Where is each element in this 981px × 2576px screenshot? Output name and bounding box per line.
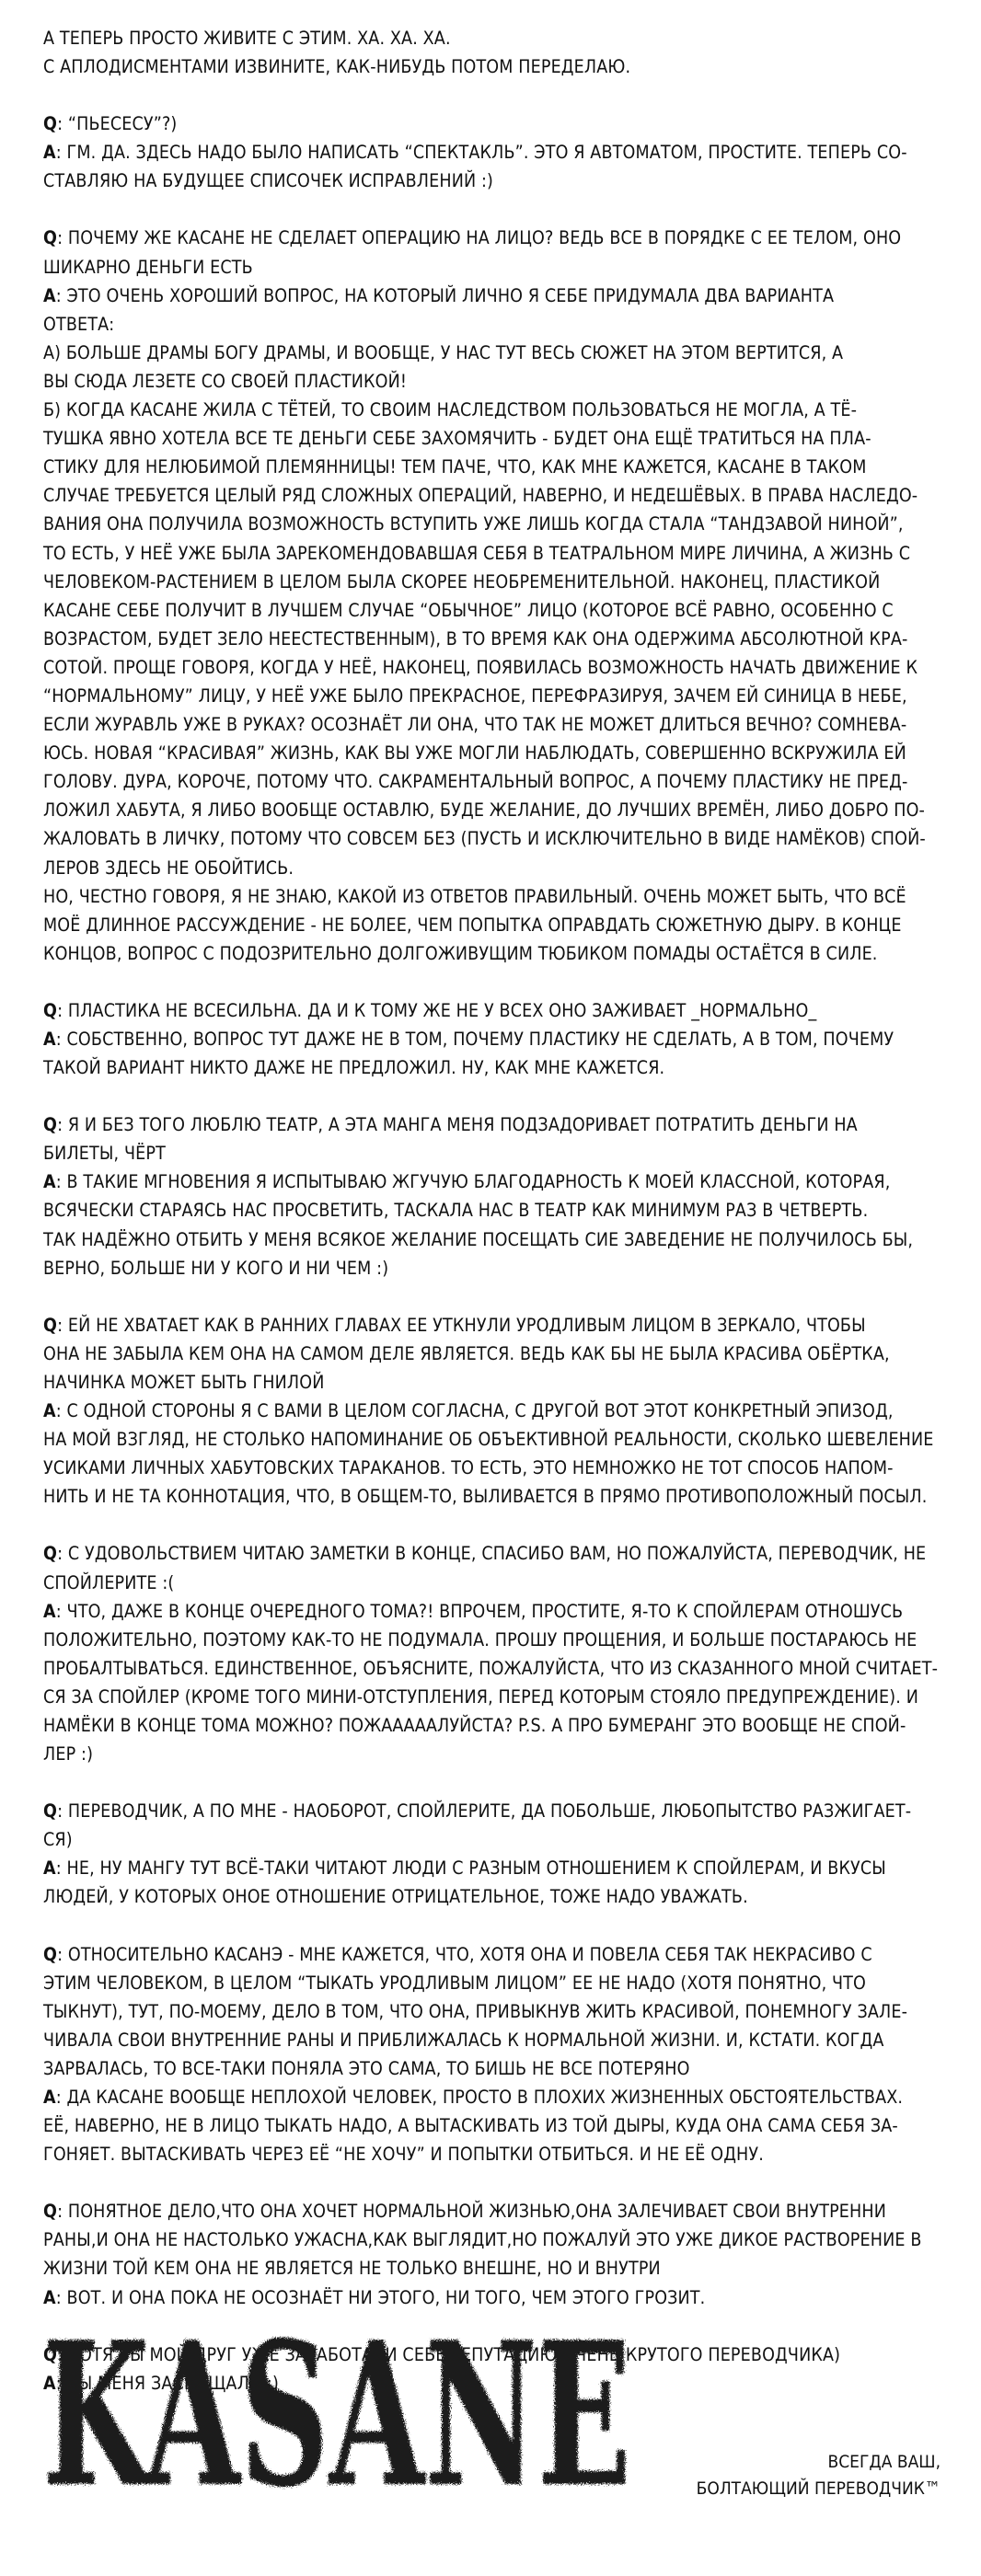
question-label: Q	[43, 1943, 58, 1965]
answer-label: A	[43, 2372, 56, 2394]
question-label: Q	[43, 113, 58, 135]
answer: A: ДА КАСАНЕ ВООБЩЕ НЕПЛОХОЙ ЧЕЛОВЕК, ПРОСТО В ПЛОХИХ ЖИЗНЕННЫХ ОБСТОЯТЕЛЬСТВАХ. ЕЁ, НАВЕРНО, НЕ В ЛИЦО ТЫКАТЬ НАДО, А ВЫТАСКИВАТЬ ИЗ ТОЙ ДЫРЫ, КУДА ОНА САМА СЕБЯ ЗА- ГОНЯЕТ. ВЫТАСКИВАТЬ ЧЕРЕЗ ЕЁ “НЕ ХОЧУ” И ПОПЫТКИ ОТБИТЬСЯ. И НЕ ЕЁ ОДНУ.	[43, 2087, 904, 2166]
qa-block	[43, 109, 941, 195]
notes-text	[43, 24, 941, 2426]
qa-block	[43, 2197, 941, 2311]
question-label: Q	[43, 227, 58, 249]
question-text: ПОЧЕМУ ЖЕ КАСАНЕ НЕ СДЕЛАЕТ ОПЕРАЦИЮ НА ЛИЦО? ВЕДЬ ВСЕ В ПОРЯДКЕ С ЕЕ ТЕЛОМ, ОНО ШИКАРНО ДЕНЬГИ ЕСТЬ	[43, 227, 902, 278]
question: Q: С УДОВОЛЬСТВИЕМ ЧИТАЮ ЗАМЕТКИ В КОНЦЕ, СПАСИБО ВАМ, НО ПОЖАЛУЙСТА, ПЕРЕВОДЧИК, НЕ СПОЙЛЕРИТЕ :(	[43, 1543, 927, 1593]
question-text: ХОТЯ ВЫ МОЙ ДРУГ УЖЕ ЗАРАБОТАЛИ СЕБЕ РЕПУТАЦИЮ ОЧЕНЬ КРУТОГО ПЕРЕВОДЧИКА)	[67, 2343, 841, 2365]
question-label: Q	[43, 1114, 58, 1136]
intro-line: С АПЛОДИСМЕНТАМИ ИЗВИНИТЕ, КАК-НИБУДЬ ПОТОМ ПЕРЕДЕЛАЮ.	[43, 56, 631, 78]
question: Q: ПЛАСТИКА НЕ ВСЕСИЛЬНА. ДА И К ТОМУ ЖЕ НЕ У ВСЕХ ОНО ЗАЖИВАЕТ _НОРМАЛЬНО_	[43, 999, 817, 1021]
answer: A: ЧТО, ДАЖЕ В КОНЦЕ ОЧЕРЕДНОГО ТОМА?! ВПРОЧЕМ, ПРОСТИТЕ, Я-ТО К СПОЙЛЕРАМ ОТНОШУСЬ ПОЛОЖИТЕЛЬНО, ПОЭТОМУ КАК-ТО НЕ ПОДУМАЛА. ПРОШУ ПРОЩЕНИЯ, И БОЛЬШЕ ПОСТАРАЮСЬ НЕ ПРОБАЛТЫВАТЬСЯ. ЕДИНСТВЕННОЕ, ОБЪЯСНИТЕ, ПОЖАЛУЙСТА, ЧТО ИЗ СКАЗАННОГО МНОЙ СЧИТАЕТ- СЯ ЗА СПОЙЛЕР (КРОМЕ ТОГО МИНИ-ОТСТУПЛЕНИЯ, ПЕРЕД КОТОРЫМ СТОЯЛО ПРЕДУПРЕЖДЕНИЕ). И НАМЁКИ В КОНЦЕ ТОМА МОЖНО? ПОЖАААААЛУЙСТА? P.S. А ПРО БУМЕРАНГ ЭТО ВООБЩЕ НЕ СПОЙ- ЛЕР :)	[43, 1600, 939, 1765]
answer-text: ВОТ. И ОНА ПОКА НЕ ОСОЗНАЁТ НИ ЭТОГО, НИ ТОГО, ЧЕМ ЭТОГО ГРОЗИТ.	[66, 2286, 706, 2308]
answer-label: A	[43, 2286, 56, 2308]
question: Q: ХОТЯ ВЫ МОЙ ДРУГ УЖЕ ЗАРАБОТАЛИ СЕБЕ РЕПУТАЦИЮ ОЧЕНЬ КРУТОГО ПЕРЕВОДЧИКА)	[43, 2343, 841, 2365]
answer-label: A	[43, 1600, 56, 1622]
answer-text: ДА КАСАНЕ ВООБЩЕ НЕПЛОХОЙ ЧЕЛОВЕК, ПРОСТО В ПЛОХИХ ЖИЗНЕННЫХ ОБСТОЯТЕЛЬСТВАХ. ЕЁ, НАВЕРНО, НЕ В ЛИЦО ТЫКАТЬ НАДО, А ВЫТАСКИВАТЬ ИЗ ТОЙ ДЫРЫ, КУДА ОНА САМА СЕБЯ ЗА- ГОНЯЕТ. ВЫТАСКИВАТЬ ЧЕРЕЗ ЕЁ “НЕ ХОЧУ” И ПОПЫТКИ ОТБИТЬСЯ. И НЕ ЕЁ ОДНУ.	[43, 2087, 904, 2166]
question: Q: ПОНЯТНОЕ ДЕЛО,ЧТО ОНА ХОЧЕТ НОРМАЛЬНОЙ ЖИЗНЬЮ,ОНА ЗАЛЕЧИВАЕТ СВОИ ВНУТРЕННИ РАНЫ,И ОНА НЕ НАСТОЛЬКО УЖАСНА,КАК ВЫГЛЯДИТ,НО ПОЖАЛУЙ ЭТО УЖЕ ДИКОЕ РАСТВОРЕНИЕ В ЖИЗНИ ТОЙ КЕМ ОНА НЕ ЯВЛЯЕТСЯ НЕ ТОЛЬКО ВНЕШНЕ, НО И ВНУТРИ	[43, 2201, 922, 2280]
question-label: Q	[43, 999, 58, 1021]
question-text: “ПЬЕСЕСУ”?)	[67, 113, 178, 135]
answer-label: A	[43, 284, 56, 306]
question-text: ОТНОСИТЕЛЬНО КАСАНЭ - МНЕ КАЖЕТСЯ, ЧТО, ХОТЯ ОНА И ПОВЕЛА СЕБЯ ТАК НЕКРАСИВО С ЭТИМ ЧЕЛОВЕКОМ, В ЦЕЛОМ “ТЫКАТЬ УРОДЛИВЫМ ЛИЦОМ” ЕЕ НЕ НАДО (ХОТЯ ПОНЯТНО, ЧТО ТЫКНУТ), ТУТ, ПО-МОЕМУ, ДЕЛО В ТОМ, ЧТО ОНА, ПРИВЫКНУВ ЖИТЬ КРАСИВОЙ, ПОНЕМНОГУ ЗАЛЕ- ЧИВАЛА СВОИ ВНУТРЕННИЕ РАНЫ И ПРИБЛИЖАЛАСЬ К НОРМАЛЬНОЙ ЖИЗНИ. И, КСТАТИ. КОГДА ЗАРВАЛАСЬ, ТО ВСЕ-ТАКИ ПОНЯЛА ЭТО САМА, ТО БИШЬ НЕ ВСЕ ПОТЕРЯНО	[43, 1943, 908, 2079]
qa-block	[43, 1797, 941, 1911]
question: Q: ПОЧЕМУ ЖЕ КАСАНЕ НЕ СДЕЛАЕТ ОПЕРАЦИЮ НА ЛИЦО? ВЕДЬ ВСЕ В ПОРЯДКЕ С ЕЕ ТЕЛОМ, ОНО ШИКАРНО ДЕНЬГИ ЕСТЬ	[43, 227, 902, 278]
translator-signature	[697, 2449, 941, 2502]
question: Q: ОТНОСИТЕЛЬНО КАСАНЭ - МНЕ КАЖЕТСЯ, ЧТО, ХОТЯ ОНА И ПОВЕЛА СЕБЯ ТАК НЕКРАСИВО С ЭТИМ ЧЕЛОВЕКОМ, В ЦЕЛОМ “ТЫКАТЬ УРОДЛИВЫМ ЛИЦОМ” ЕЕ НЕ НАДО (ХОТЯ ПОНЯТНО, ЧТО ТЫКНУТ), ТУТ, ПО-МОЕМУ, ДЕЛО В ТОМ, ЧТО ОНА, ПРИВЫКНУВ ЖИТЬ КРАСИВОЙ, ПОНЕМНОГУ ЗАЛЕ- ЧИВАЛА СВОИ ВНУТРЕННИЕ РАНЫ И ПРИБЛИЖАЛАСЬ К НОРМАЛЬНОЙ ЖИЗНИ. И, КСТАТИ. КОГДА ЗАРВАЛАСЬ, ТО ВСЕ-ТАКИ ПОНЯЛА ЭТО САМА, ТО БИШЬ НЕ ВСЕ ПОТЕРЯНО	[43, 1943, 908, 2079]
answer-label: A	[43, 1171, 56, 1193]
intro-line: А ТЕПЕРЬ ПРОСТО ЖИВИТЕ С ЭТИМ. ХА. ХА. ХА.	[43, 28, 451, 49]
qa-block	[43, 1110, 941, 1282]
answer-text: ЧТО, ДАЖЕ В КОНЦЕ ОЧЕРЕДНОГО ТОМА?! ВПРОЧЕМ, ПРОСТИТЕ, Я-ТО К СПОЙЛЕРАМ ОТНОШУСЬ ПОЛОЖИТЕЛЬНО, ПОЭТОМУ КАК-ТО НЕ ПОДУМАЛА. ПРОШУ ПРОЩЕНИЯ, И БОЛЬШЕ ПОСТАРАЮСЬ НЕ ПРОБАЛТЫВАТЬСЯ. ЕДИНСТВЕННОЕ, ОБЪЯСНИТЕ, ПОЖАЛУЙСТА, ЧТО ИЗ СКАЗАННОГО МНОЙ СЧИТАЕТ- СЯ ЗА СПОЙЛЕР (КРОМЕ ТОГО МИНИ-ОТСТУПЛЕНИЯ, ПЕРЕД КОТОРЫМ СТОЯЛО ПРЕДУПРЕЖДЕНИЕ). И НАМЁКИ В КОНЦЕ ТОМА МОЖНО? ПОЖАААААЛУЙСТА? P.S. А ПРО БУМЕРАНГ ЭТО ВООБЩЕ НЕ СПОЙ- ЛЕР :)	[43, 1600, 939, 1765]
question-label: Q	[43, 2343, 58, 2365]
answer-text: СОБСТВЕННО, ВОПРОС ТУТ ДАЖЕ НЕ В ТОМ, ПОЧЕМУ ПЛАСТИКУ НЕ СДЕЛАТЬ, А В ТОМ, ПОЧЕМУ ТАКОЙ ВАРИАНТ НИКТО ДАЖЕ НЕ ПРЕДЛОЖИЛ. НУ, КАК МНЕ КАЖЕТСЯ.	[43, 1029, 894, 1079]
answer: A: ЭТО ОЧЕНЬ ХОРОШИЙ ВОПРОС, НА КОТОРЫЙ ЛИЧНО Я СЕБЕ ПРИДУМАЛА ДВА ВАРИАНТА ОТВЕТА: А) БОЛЬШЕ ДРАМЫ БОГУ ДРАМЫ, И ВООБЩЕ, У НАС ТУТ ВЕСЬ СЮЖЕТ НА ЭТОМ ВЕРТИТСЯ, А ВЫ СЮДА ЛЕЗЕТЕ СО СВОЕЙ ПЛАСТИКОЙ! Б) КОГДА КАСАНЕ ЖИЛА С ТЁТЕЙ, ТО СВОИМ НАСЛЕДСТВОМ ПОЛЬЗОВАТЬСЯ НЕ МОГЛА, А ТЁ- ТУШКА ЯВНО ХОТЕЛА ВСЕ ТЕ ДЕНЬГИ СЕБЕ ЗАХОМЯЧИТЬ - БУДЕТ ОНА ЕЩЁ ТРАТИТЬСЯ НА ПЛА- СТИКУ ДЛЯ НЕЛЮБИМОЙ ПЛЕМЯННИЦЫ! ТЕМ ПАЧЕ, ЧТО, КАК МНЕ КАЖЕТСЯ, КАСАНЕ В ТАКОМ СЛУЧАЕ ТРЕБУЕТСЯ ЦЕЛЫЙ РЯД СЛОЖНЫХ ОПЕРАЦИЙ, НАВЕРНО, И НЕДЕШЁВЫХ. В ПРАВА НАСЛЕДО- ВАНИЯ ОНА ПОЛУЧИЛА ВОЗМОЖНОСТЬ ВСТУПИТЬ УЖЕ ЛИШЬ КОГДА СТАЛА “ТАНДЗАВОЙ НИНОЙ”, ТО ЕСТЬ, У НЕЁ УЖЕ БЫЛА ЗАРЕКОМЕНДОВАВШАЯ СЕБЯ В ТЕАТРАЛЬНОМ МИРЕ ЛИЧИНА, А ЖИЗНЬ С ЧЕЛОВЕКОМ-РАСТЕНИЕМ В ЦЕЛОМ БЫЛА СКОРЕЕ НЕОБРЕМЕНИТЕЛЬНОЙ. НАКОНЕЦ, ПЛАСТИКОЙ КАСАНЕ СЕБЕ ПОЛУЧИТ В ЛУЧШЕМ СЛУЧАЕ “ОБЫЧНОЕ” ЛИЦО (КОТОРОЕ ВСЁ РАВНО, ОСОБЕННО С ВОЗРАСТОМ, БУДЕТ ЗЕЛО НЕЕСТЕСТВЕННЫМ), В ТО ВРЕМЯ КАК ОНА ОДЕРЖИМА АБСОЛЮТНОЙ КРА- СОТОЙ. ПРОЩЕ ГОВОРЯ, КОГДА У НЕЁ, НАКОНЕЦ, ПОЯВИЛАСЬ ВОЗМОЖНОСТЬ НАЧАТЬ ДВИЖЕНИЕ К “НОРМАЛЬНОМУ” ЛИЦУ, У НЕЁ УЖЕ БЫЛО ПРЕКРАСНОЕ, ПЕРЕФРАЗИРУЯ, ЗАЧЕМ ЕЙ СИНИЦА В НЕБЕ, ЕСЛИ ЖУРАВЛЬ УЖЕ В РУКАХ? ОСОЗНАЁТ ЛИ ОНА, ЧТО ТАК НЕ МОЖЕТ ДЛИТЬСЯ ВЕЧНО? СОМНЕВА- ЮСЬ. НОВАЯ “КРАСИВАЯ” ЖИЗНЬ, КАК ВЫ УЖЕ МОГЛИ НАБЛЮДАТЬ, СОВЕРШЕННО ВСКРУЖИЛА ЕЙ ГОЛОВУ. ДУРА, КОРОЧЕ, ПОТОМУ ЧТО. САКРАМЕНТАЛЬНЫЙ ВОПРОС, А ПОЧЕМУ ПЛАСТИКУ НЕ ПРЕД- ЛОЖИЛ ХАБУТА, Я ЛИБО ВООБЩЕ ОСТАВЛЮ, БУДЕ ЖЕЛАНИЕ, ДО ЛУЧШИХ ВРЕМЁН, ЛИБО ДОБРО ПО- ЖАЛОВАТЬ В ЛИЧКУ, ПОТОМУ ЧТО СОВСЕМ БЕЗ (ПУСТЬ И ИСКЛЮЧИТЕЛЬНО В ВИДЕ НАМЁКОВ) СПОЙ- ЛЕРОВ ЗДЕСЬ НЕ ОБОЙТИСЬ. НО, ЧЕСТНО ГОВОРЯ, Я НЕ ЗНАЮ, КАКОЙ ИЗ ОТВЕТОВ ПРАВИЛЬНЫЙ. ОЧЕНЬ МОЖЕТ БЫТЬ, ЧТО ВСЁ МОЁ ДЛИННОЕ РАССУЖДЕНИЕ - НЕ БОЛЕЕ, ЧЕМ ПОПЫТКА ОПРАВДАТЬ СЮЖЕТНУЮ ДЫРУ. В КОНЦЕ КОНЦОВ, ВОПРОС С ПОДОЗРИТЕЛЬНО ДОЛГОЖИВУЩИМ ТЮБИКОМ ПОМАДЫ ОСТАЁТСЯ В СИЛЕ.	[43, 284, 926, 964]
answer-label: A	[43, 1857, 56, 1880]
answer-text: ГМ. ДА. ЗДЕСЬ НАДО БЫЛО НАПИСАТЬ “СПЕКТАКЛЬ”. ЭТО Я АВТОМАТОМ, ПРОСТИТЕ. ТЕПЕРЬ СО- СТАВЛЯЮ НА БУДУЩЕЕ СПИСОЧЕК ИСПРАВЛЕНИЙ :)	[43, 142, 907, 192]
question-label: Q	[43, 1800, 58, 1823]
intro	[43, 24, 941, 81]
qa-block	[43, 224, 941, 967]
question-label: Q	[43, 1543, 58, 1565]
answer-text: ЭТО ОЧЕНЬ ХОРОШИЙ ВОПРОС, НА КОТОРЫЙ ЛИЧНО Я СЕБЕ ПРИДУМАЛА ДВА ВАРИАНТА ОТВЕТА: А) БОЛЬШЕ ДРАМЫ БОГУ ДРАМЫ, И ВООБЩЕ, У НАС ТУТ ВЕСЬ СЮЖЕТ НА ЭТОМ ВЕРТИТСЯ, А ВЫ СЮДА ЛЕЗЕТЕ СО СВОЕЙ ПЛАСТИКОЙ! Б) КОГДА КАСАНЕ ЖИЛА С ТЁТЕЙ, ТО СВОИМ НАСЛЕДСТВОМ ПОЛЬЗОВАТЬСЯ НЕ МОГЛА, А ТЁ- ТУШКА ЯВНО ХОТЕЛА ВСЕ ТЕ ДЕНЬГИ СЕБЕ ЗАХОМЯЧИТЬ - БУДЕТ ОНА ЕЩЁ ТРАТИТЬСЯ НА ПЛА- СТИКУ ДЛЯ НЕЛЮБИМОЙ ПЛЕМЯННИЦЫ! ТЕМ ПАЧЕ, ЧТО, КАК МНЕ КАЖЕТСЯ, КАСАНЕ В ТАКОМ СЛУЧАЕ ТРЕБУЕТСЯ ЦЕЛЫЙ РЯД СЛОЖНЫХ ОПЕРАЦИЙ, НАВЕРНО, И НЕДЕШЁВЫХ. В ПРАВА НАСЛЕДО- ВАНИЯ ОНА ПОЛУЧИЛА ВОЗМОЖНОСТЬ ВСТУПИТЬ УЖЕ ЛИШЬ КОГДА СТАЛА “ТАНДЗАВОЙ НИНОЙ”, ТО ЕСТЬ, У НЕЁ УЖЕ БЫЛА ЗАРЕКОМЕНДОВАВШАЯ СЕБЯ В ТЕАТРАЛЬНОМ МИРЕ ЛИЧИНА, А ЖИЗНЬ С ЧЕЛОВЕКОМ-РАСТЕНИЕМ В ЦЕЛОМ БЫЛА СКОРЕЕ НЕОБРЕМЕНИТЕЛЬНОЙ. НАКОНЕЦ, ПЛАСТИКОЙ КАСАНЕ СЕБЕ ПОЛУЧИТ В ЛУЧШЕМ СЛУЧАЕ “ОБЫЧНОЕ” ЛИЦО (КОТОРОЕ ВСЁ РАВНО, ОСОБЕННО С ВОЗРАСТОМ, БУДЕТ ЗЕЛО НЕЕСТЕСТВЕННЫМ), В ТО ВРЕМЯ КАК ОНА ОДЕРЖИМА АБСОЛЮТНОЙ КРА- СОТОЙ. ПРОЩЕ ГОВОРЯ, КОГДА У НЕЁ, НАКОНЕЦ, ПОЯВИЛАСЬ ВОЗМОЖНОСТЬ НАЧАТЬ ДВИЖЕНИЕ К “НОРМАЛЬНОМУ” ЛИЦУ, У НЕЁ УЖЕ БЫЛО ПРЕКРАСНОЕ, ПЕРЕФРАЗИРУЯ, ЗАЧЕМ ЕЙ СИНИЦА В НЕБЕ, ЕСЛИ ЖУРАВЛЬ УЖЕ В РУКАХ? ОСОЗНАЁТ ЛИ ОНА, ЧТО ТАК НЕ МОЖЕТ ДЛИТЬСЯ ВЕЧНО? СОМНЕВА- ЮСЬ. НОВАЯ “КРАСИВАЯ” ЖИЗНЬ, КАК ВЫ УЖЕ МОГЛИ НАБЛЮДАТЬ, СОВЕРШЕННО ВСКРУЖИЛА ЕЙ ГОЛОВУ. ДУРА, КОРОЧЕ, ПОТОМУ ЧТО. САКРАМЕНТАЛЬНЫЙ ВОПРОС, А ПОЧЕМУ ПЛАСТИКУ НЕ ПРЕД- ЛОЖИЛ ХАБУТА, Я ЛИБО ВООБЩЕ ОСТАВЛЮ, БУДЕ ЖЕЛАНИЕ, ДО ЛУЧШИХ ВРЕМЁН, ЛИБО ДОБРО ПО- ЖАЛОВАТЬ В ЛИЧКУ, ПОТОМУ ЧТО СОВСЕМ БЕЗ (ПУСТЬ И ИСКЛЮЧИТЕЛЬНО В ВИДЕ НАМЁКОВ) СПОЙ- ЛЕРОВ ЗДЕСЬ НЕ ОБОЙТИСЬ. НО, ЧЕСТНО ГОВОРЯ, Я НЕ ЗНАЮ, КАКОЙ ИЗ ОТВЕТОВ ПРАВИЛЬНЫЙ. ОЧЕНЬ МОЖЕТ БЫТЬ, ЧТО ВСЁ МОЁ ДЛИННОЕ РАССУЖДЕНИЕ - НЕ БОЛЕЕ, ЧЕМ ПОПЫТКА ОПРАВДАТЬ СЮЖЕТНУЮ ДЫРУ. В КОНЦЕ КОНЦОВ, ВОПРОС С ПОДОЗРИТЕЛЬНО ДОЛГОЖИВУЩИМ ТЮБИКОМ ПОМАДЫ ОСТАЁТСЯ В СИЛЕ.	[43, 284, 926, 964]
qa-block	[43, 1311, 941, 1512]
answer-text: В ТАКИЕ МГНОВЕНИЯ Я ИСПЫТЫВАЮ ЖГУЧУЮ БЛАГОДАРНОСТЬ К МОЕЙ КЛАССНОЙ, КОТОРАЯ, ВСЯЧЕСКИ СТАРАЯСЬ НАС ПРОСВЕТИТЬ, ТАСКАЛА НАС В ТЕАТР КАК МИНИМУМ РАЗ В ЧЕТВЕРТЬ. ТАК НАДЁЖНО ОТБИТЬ У МЕНЯ ВСЯКОЕ ЖЕЛАНИЕ ПОСЕЩАТЬ СИЕ ЗАВЕДЕНИЕ НЕ ПОЛУЧИЛОСЬ БЫ, ВЕРНО, БОЛЬШЕ НИ У КОГО И НИ ЧЕМ :)	[43, 1171, 914, 1279]
question: Q: “ПЬЕСЕСУ”?)	[43, 113, 178, 135]
question-text: ПОНЯТНОЕ ДЕЛО,ЧТО ОНА ХОЧЕТ НОРМАЛЬНОЙ ЖИЗНЬЮ,ОНА ЗАЛЕЧИВАЕТ СВОИ ВНУТРЕННИ РАНЫ,И ОНА НЕ НАСТОЛЬКО УЖАСНА,КАК ВЫГЛЯДИТ,НО ПОЖАЛУЙ ЭТО УЖЕ ДИКОЕ РАСТВОРЕНИЕ В ЖИЗНИ ТОЙ КЕМ ОНА НЕ ЯВЛЯЕТСЯ НЕ ТОЛЬКО ВНЕШНЕ, НО И ВНУТРИ	[43, 2201, 922, 2280]
signature-line: БОЛТАЮЩИЙ ПЕРЕВОДЧИК™	[696, 2478, 941, 2499]
question-text: С УДОВОЛЬСТВИЕМ ЧИТАЮ ЗАМЕТКИ В КОНЦЕ, СПАСИБО ВАМ, НО ПОЖАЛУЙСТА, ПЕРЕВОДЧИК, НЕ СПОЙЛЕРИТЕ :(	[43, 1543, 927, 1593]
answer-label: A	[43, 142, 56, 164]
answer-text: С ОДНОЙ СТОРОНЫ Я С ВАМИ В ЦЕЛОМ СОГЛАСНА, С ДРУГОЙ ВОТ ЭТОТ КОНКРЕТНЫЙ ЭПИЗОД, НА МОЙ ВЗГЛЯД, НЕ СТОЛЬКО НАПОМИНАНИЕ ОБ ОБЪЕКТИВНОЙ РЕАЛЬНОСТИ, СКОЛЬКО ШЕВЕЛЕНИЕ УСИКАМИ ЛИЧНЫХ ХАБУТОВСКИХ ТАРАКАНОВ. ТО ЕСТЬ, ЭТО НЕМНОЖКО НЕ ТОТ СПОСОБ НАПОМ- НИТЬ И НЕ ТА КОННОТАЦИЯ, ЧТО, В ОБЩЕМ-ТО, ВЫЛИВАЕТСЯ В ПРЯМО ПРОТИВОПОЛОЖНЫЙ ПОСЫЛ.	[43, 1400, 934, 1508]
answer-label: A	[43, 2087, 56, 2108]
signature-line: ВСЕГДА ВАШ,	[827, 2452, 941, 2472]
question: Q: ПЕРЕВОДЧИК, А ПО МНЕ - НАОБОРОТ, СПОЙЛЕРИТЕ, ДА ПОБОЛЬШЕ, ЛЮБОПЫТСТВО РАЗЖИГАЕТ- СЯ)	[43, 1800, 912, 1851]
question: Q: ЕЙ НЕ ХВАТАЕТ КАК В РАННИХ ГЛАВАХ ЕЕ УТКНУЛИ УРОДЛИВЫМ ЛИЦОМ В ЗЕРКАЛО, ЧТОБЫ ОНА НЕ ЗАБЫЛА КЕМ ОНА НА САМОМ ДЕЛЕ ЯВЛЯЕТСЯ. ВЕДЬ КАК БЫ НЕ БЫЛА КРАСИВА ОБЁРТКА, НАЧИНКА МОЖЕТ БЫТЬ ГНИЛОЙ	[43, 1314, 890, 1393]
answer: A: В ТАКИЕ МГНОВЕНИЯ Я ИСПЫТЫВАЮ ЖГУЧУЮ БЛАГОДАРНОСТЬ К МОЕЙ КЛАССНОЙ, КОТОРАЯ, ВСЯЧЕСКИ СТАРАЯСЬ НАС ПРОСВЕТИТЬ, ТАСКАЛА НАС В ТЕАТР КАК МИНИМУМ РАЗ В ЧЕТВЕРТЬ. ТАК НАДЁЖНО ОТБИТЬ У МЕНЯ ВСЯКОЕ ЖЕЛАНИЕ ПОСЕЩАТЬ СИЕ ЗАВЕДЕНИЕ НЕ ПОЛУЧИЛОСЬ БЫ, ВЕРНО, БОЛЬШЕ НИ У КОГО И НИ ЧЕМ :)	[43, 1171, 914, 1279]
qa-block	[43, 1539, 941, 1768]
question-text: ЕЙ НЕ ХВАТАЕТ КАК В РАННИХ ГЛАВАХ ЕЕ УТКНУЛИ УРОДЛИВЫМ ЛИЦОМ В ЗЕРКАЛО, ЧТОБЫ ОНА НЕ ЗАБЫЛА КЕМ ОНА НА САМОМ ДЕЛЕ ЯВЛЯЕТСЯ. ВЕДЬ КАК БЫ НЕ БЫЛА КРАСИВА ОБЁРТКА, НАЧИНКА МОЖЕТ БЫТЬ ГНИЛОЙ	[43, 1314, 890, 1393]
question-label: Q	[43, 2201, 58, 2223]
question-label: Q	[43, 1314, 58, 1336]
question-text: ПЕРЕВОДЧИК, А ПО МНЕ - НАОБОРОТ, СПОЙЛЕРИТЕ, ДА ПОБОЛЬШЕ, ЛЮБОПЫТСТВО РАЗЖИГАЕТ- СЯ)	[43, 1800, 912, 1851]
answer: A: С ОДНОЙ СТОРОНЫ Я С ВАМИ В ЦЕЛОМ СОГЛАСНА, С ДРУГОЙ ВОТ ЭТОТ КОНКРЕТНЫЙ ЭПИЗОД, НА МОЙ ВЗГЛЯД, НЕ СТОЛЬКО НАПОМИНАНИЕ ОБ ОБЪЕКТИВНОЙ РЕАЛЬНОСТИ, СКОЛЬКО ШЕВЕЛЕНИЕ УСИКАМИ ЛИЧНЫХ ХАБУТОВСКИХ ТАРАКАНОВ. ТО ЕСТЬ, ЭТО НЕМНОЖКО НЕ ТОТ СПОСОБ НАПОМ- НИТЬ И НЕ ТА КОННОТАЦИЯ, ЧТО, В ОБЩЕМ-ТО, ВЫЛИВАЕТСЯ В ПРЯМО ПРОТИВОПОЛОЖНЫЙ ПОСЫЛ.	[43, 1400, 934, 1508]
kasane-logo	[42, 2309, 641, 2530]
question-text: ПЛАСТИКА НЕ ВСЕСИЛЬНА. ДА И К ТОМУ ЖЕ НЕ У ВСЕХ ОНО ЗАЖИВАЕТ _НОРМАЛЬНО_	[67, 999, 817, 1021]
answer: A: ГМ. ДА. ЗДЕСЬ НАДО БЫЛО НАПИСАТЬ “СПЕКТАКЛЬ”. ЭТО Я АВТОМАТОМ, ПРОСТИТЕ. ТЕПЕРЬ СО- СТАВЛЯЮ НА БУДУЩЕЕ СПИСОЧЕК ИСПРАВЛЕНИЙ :)	[43, 142, 907, 192]
question: Q: Я И БЕЗ ТОГО ЛЮБЛЮ ТЕАТР, А ЭТА МАНГА МЕНЯ ПОДЗАДОРИВАЕТ ПОТРАТИТЬ ДЕНЬГИ НА БИЛЕТЫ, ЧЁРТ	[43, 1114, 858, 1165]
question-text: Я И БЕЗ ТОГО ЛЮБЛЮ ТЕАТР, А ЭТА МАНГА МЕНЯ ПОДЗАДОРИВАЕТ ПОТРАТИТЬ ДЕНЬГИ НА БИЛЕТЫ, ЧЁРТ	[43, 1114, 858, 1165]
answer: A: ВОТ. И ОНА ПОКА НЕ ОСОЗНАЁТ НИ ЭТОГО, НИ ТОГО, ЧЕМ ЭТОГО ГРОЗИТ.	[43, 2286, 706, 2308]
answer-text: ВЫ МЕНЯ ЗАСМУЩАЛИ :)	[66, 2372, 279, 2394]
answer-text: НЕ, НУ МАНГУ ТУТ ВСЁ-ТАКИ ЧИТАЮТ ЛЮДИ С РАЗНЫМ ОТНОШЕНИЕМ К СПОЙЛЕРАМ, И ВКУСЫ ЛЮДЕЙ, У КОТОРЫХ ОНОЕ ОТНОШЕНИЕ ОТРИЦАТЕЛЬНОЕ, ТОЖЕ НАДО УВАЖАТЬ.	[43, 1857, 886, 1908]
answer: A: НЕ, НУ МАНГУ ТУТ ВСЁ-ТАКИ ЧИТАЮТ ЛЮДИ С РАЗНЫМ ОТНОШЕНИЕМ К СПОЙЛЕРАМ, И ВКУСЫ ЛЮДЕЙ, У КОТОРЫХ ОНОЕ ОТНОШЕНИЕ ОТРИЦАТЕЛЬНОЕ, ТОЖЕ НАДО УВАЖАТЬ.	[43, 1857, 886, 1908]
qa-list	[43, 109, 941, 2398]
logo-text: KASANE	[42, 2309, 631, 2530]
answer-label: A	[43, 1400, 56, 1422]
qa-block	[43, 1940, 941, 2169]
answer: A: СОБСТВЕННО, ВОПРОС ТУТ ДАЖЕ НЕ В ТОМ, ПОЧЕМУ ПЛАСТИКУ НЕ СДЕЛАТЬ, А В ТОМ, ПОЧЕМУ ТАКОЙ ВАРИАНТ НИКТО ДАЖЕ НЕ ПРЕДЛОЖИЛ. НУ, КАК МНЕ КАЖЕТСЯ.	[43, 1029, 894, 1079]
answer: A: ВЫ МЕНЯ ЗАСМУЩАЛИ :)	[43, 2372, 279, 2394]
qa-block	[43, 996, 941, 1082]
answer-label: A	[43, 1029, 56, 1050]
